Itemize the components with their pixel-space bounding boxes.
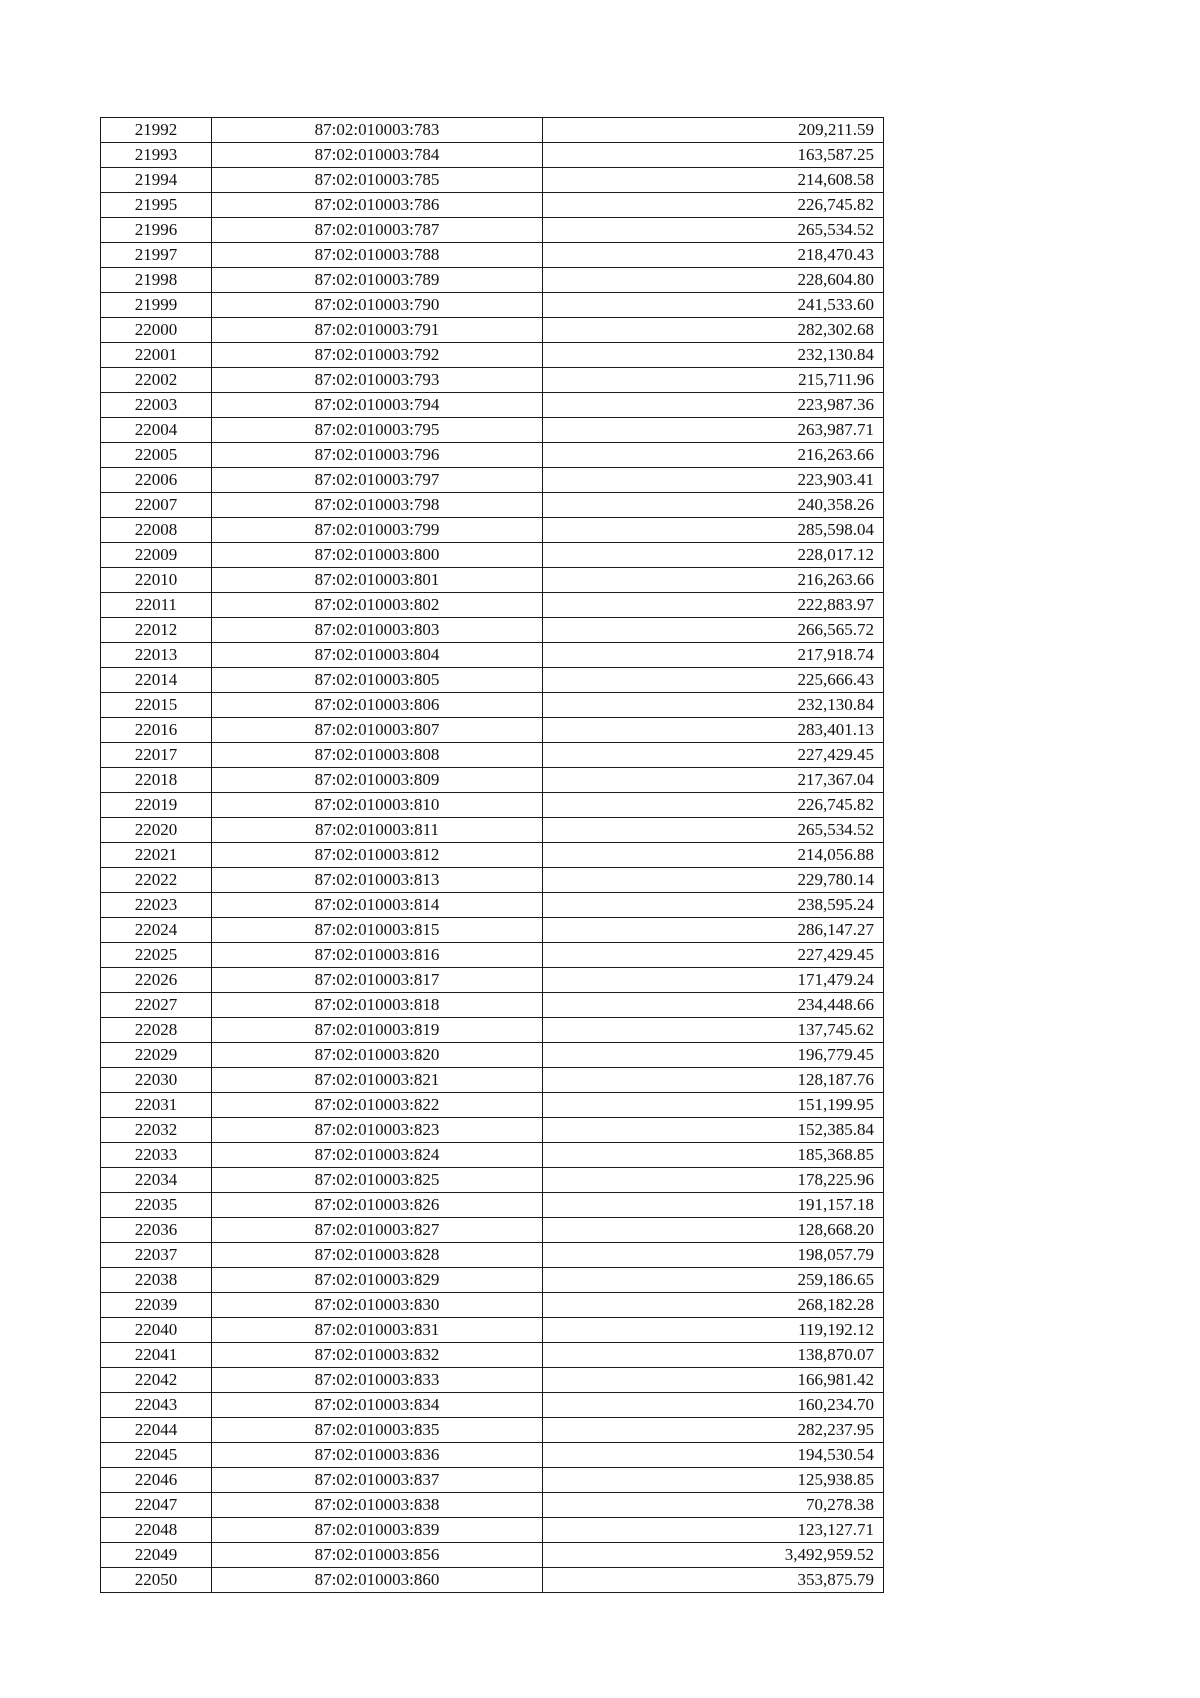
cadastral-value-cell: 232,130.84 (543, 693, 884, 718)
cadastral-number-cell: 87:02:010003:838 (212, 1493, 543, 1518)
table-row (101, 1018, 884, 1043)
cadastral-number-cell: 87:02:010003:796 (212, 443, 543, 468)
cadastral-number-cell: 87:02:010003:791 (212, 318, 543, 343)
cadastral-value-cell: 234,448.66 (543, 993, 884, 1018)
table-row (101, 1343, 884, 1368)
table-row (101, 918, 884, 943)
cadastral-number-cell: 87:02:010003:821 (212, 1068, 543, 1093)
cadastral-value-cell: 128,187.76 (543, 1068, 884, 1093)
table-row (101, 568, 884, 593)
table-row (101, 1468, 884, 1493)
cadastral-number-cell: 87:02:010003:829 (212, 1268, 543, 1293)
row-number-cell: 22011 (101, 593, 212, 618)
cadastral-value-cell: 263,987.71 (543, 418, 884, 443)
cadastral-value-cell: 238,595.24 (543, 893, 884, 918)
table-row (101, 1243, 884, 1268)
table-row (101, 893, 884, 918)
row-number-cell: 22041 (101, 1343, 212, 1368)
table-row (101, 1218, 884, 1243)
row-number-cell: 22023 (101, 893, 212, 918)
cadastral-value-cell: 265,534.52 (543, 818, 884, 843)
table-row (101, 693, 884, 718)
row-number-cell: 22038 (101, 1268, 212, 1293)
cadastral-value-cell: 3,492,959.52 (543, 1543, 884, 1568)
table-row (101, 443, 884, 468)
table-row (101, 1393, 884, 1418)
cadastral-number-cell: 87:02:010003:788 (212, 243, 543, 268)
row-number-cell: 22048 (101, 1518, 212, 1543)
table-row (101, 1043, 884, 1068)
cadastral-number-cell: 87:02:010003:831 (212, 1318, 543, 1343)
table-row (101, 518, 884, 543)
cadastral-number-cell: 87:02:010003:783 (212, 118, 543, 143)
row-number-cell: 22043 (101, 1393, 212, 1418)
cadastral-value-cell: 265,534.52 (543, 218, 884, 243)
table-row (101, 1518, 884, 1543)
row-number-cell: 22029 (101, 1043, 212, 1068)
cadastral-value-cell: 283,401.13 (543, 718, 884, 743)
table-row (101, 993, 884, 1018)
cadastral-value-cell: 214,056.88 (543, 843, 884, 868)
cadastral-number-cell: 87:02:010003:804 (212, 643, 543, 668)
table-row (101, 718, 884, 743)
cadastral-value-cell: 216,263.66 (543, 443, 884, 468)
row-number-cell: 22005 (101, 443, 212, 468)
cadastral-number-cell: 87:02:010003:794 (212, 393, 543, 418)
table-row (101, 618, 884, 643)
cadastral-number-cell: 87:02:010003:832 (212, 1343, 543, 1368)
row-number-cell: 22034 (101, 1168, 212, 1193)
row-number-cell: 22008 (101, 518, 212, 543)
row-number-cell: 21996 (101, 218, 212, 243)
cadastral-value-cell: 216,263.66 (543, 568, 884, 593)
cadastral-number-cell: 87:02:010003:786 (212, 193, 543, 218)
row-number-cell: 21992 (101, 118, 212, 143)
table-row (101, 768, 884, 793)
cadastral-number-cell: 87:02:010003:828 (212, 1243, 543, 1268)
cadastral-number-cell: 87:02:010003:812 (212, 843, 543, 868)
table-row (101, 1568, 884, 1593)
cadastral-value-cell: 225,666.43 (543, 668, 884, 693)
table-row (101, 968, 884, 993)
table-row (101, 818, 884, 843)
row-number-cell: 22031 (101, 1093, 212, 1118)
cadastral-value-cell: 128,668.20 (543, 1218, 884, 1243)
table-row (101, 118, 884, 143)
cadastral-number-cell: 87:02:010003:814 (212, 893, 543, 918)
table-row (101, 1168, 884, 1193)
cadastral-number-cell: 87:02:010003:810 (212, 793, 543, 818)
row-number-cell: 22047 (101, 1493, 212, 1518)
cadastral-value-cell: 196,779.45 (543, 1043, 884, 1068)
row-number-cell: 22046 (101, 1468, 212, 1493)
row-number-cell: 22049 (101, 1543, 212, 1568)
cadastral-number-cell: 87:02:010003:839 (212, 1518, 543, 1543)
row-number-cell: 21993 (101, 143, 212, 168)
table-row (101, 1268, 884, 1293)
cadastral-number-cell: 87:02:010003:797 (212, 468, 543, 493)
table-row (101, 1118, 884, 1143)
cadastral-number-cell: 87:02:010003:811 (212, 818, 543, 843)
row-number-cell: 22019 (101, 793, 212, 818)
cadastral-number-cell: 87:02:010003:799 (212, 518, 543, 543)
table-row (101, 143, 884, 168)
table-row (101, 343, 884, 368)
cadastral-value-cell: 226,745.82 (543, 793, 884, 818)
table-row (101, 793, 884, 818)
row-number-cell: 21998 (101, 268, 212, 293)
cadastral-number-cell: 87:02:010003:802 (212, 593, 543, 618)
row-number-cell: 22013 (101, 643, 212, 668)
row-number-cell: 22006 (101, 468, 212, 493)
table-row (101, 293, 884, 318)
table-row (101, 168, 884, 193)
row-number-cell: 22014 (101, 668, 212, 693)
cadastral-number-cell: 87:02:010003:792 (212, 343, 543, 368)
row-number-cell: 22020 (101, 818, 212, 843)
table-row (101, 868, 884, 893)
cadastral-value-cell: 229,780.14 (543, 868, 884, 893)
row-number-cell: 21997 (101, 243, 212, 268)
cadastral-value-cell: 215,711.96 (543, 368, 884, 393)
row-number-cell: 22044 (101, 1418, 212, 1443)
cadastral-value-cell: 171,479.24 (543, 968, 884, 993)
cadastral-value-cell: 266,565.72 (543, 618, 884, 643)
cadastral-value-cell: 285,598.04 (543, 518, 884, 543)
cadastral-value-cell: 282,237.95 (543, 1418, 884, 1443)
cadastral-number-cell: 87:02:010003:808 (212, 743, 543, 768)
cadastral-number-cell: 87:02:010003:826 (212, 1193, 543, 1218)
cadastral-number-cell: 87:02:010003:833 (212, 1368, 543, 1393)
table-row (101, 843, 884, 868)
row-number-cell: 22026 (101, 968, 212, 993)
table-row (101, 1093, 884, 1118)
table-row (101, 243, 884, 268)
row-number-cell: 22036 (101, 1218, 212, 1243)
table-row (101, 1543, 884, 1568)
cadastral-number-cell: 87:02:010003:860 (212, 1568, 543, 1593)
cadastral-number-cell: 87:02:010003:822 (212, 1093, 543, 1118)
row-number-cell: 22035 (101, 1193, 212, 1218)
row-number-cell: 22015 (101, 693, 212, 718)
cadastral-value-cell: 125,938.85 (543, 1468, 884, 1493)
row-number-cell: 22004 (101, 418, 212, 443)
table-row (101, 643, 884, 668)
cadastral-number-cell: 87:02:010003:820 (212, 1043, 543, 1068)
row-number-cell: 22017 (101, 743, 212, 768)
row-number-cell: 22022 (101, 868, 212, 893)
cadastral-value-cell: 353,875.79 (543, 1568, 884, 1593)
cadastral-value-cell: 152,385.84 (543, 1118, 884, 1143)
row-number-cell: 22037 (101, 1243, 212, 1268)
cadastral-number-cell: 87:02:010003:836 (212, 1443, 543, 1468)
cadastral-number-cell: 87:02:010003:801 (212, 568, 543, 593)
cadastral-number-cell: 87:02:010003:825 (212, 1168, 543, 1193)
row-number-cell: 22000 (101, 318, 212, 343)
cadastral-value-cell: 228,017.12 (543, 543, 884, 568)
table-row (101, 418, 884, 443)
cadastral-value-cell: 160,234.70 (543, 1393, 884, 1418)
cadastral-value-table (100, 117, 884, 1593)
cadastral-value-cell: 241,533.60 (543, 293, 884, 318)
cadastral-value-cell: 185,368.85 (543, 1143, 884, 1168)
table-row (101, 393, 884, 418)
table-row (101, 1318, 884, 1343)
row-number-cell: 22033 (101, 1143, 212, 1168)
cadastral-value-cell: 227,429.45 (543, 743, 884, 768)
table-row (101, 1193, 884, 1218)
cadastral-value-cell: 198,057.79 (543, 1243, 884, 1268)
cadastral-value-cell: 217,367.04 (543, 768, 884, 793)
cadastral-number-cell: 87:02:010003:785 (212, 168, 543, 193)
row-number-cell: 22028 (101, 1018, 212, 1043)
cadastral-value-cell: 166,981.42 (543, 1368, 884, 1393)
cadastral-number-cell: 87:02:010003:795 (212, 418, 543, 443)
cadastral-value-cell: 268,182.28 (543, 1293, 884, 1318)
row-number-cell: 22001 (101, 343, 212, 368)
cadastral-number-cell: 87:02:010003:824 (212, 1143, 543, 1168)
row-number-cell: 22039 (101, 1293, 212, 1318)
table-row (101, 1368, 884, 1393)
row-number-cell: 22042 (101, 1368, 212, 1393)
row-number-cell: 22021 (101, 843, 212, 868)
table-row (101, 368, 884, 393)
row-number-cell: 21994 (101, 168, 212, 193)
cadastral-value-cell: 227,429.45 (543, 943, 884, 968)
cadastral-value-cell: 223,903.41 (543, 468, 884, 493)
row-number-cell: 22018 (101, 768, 212, 793)
row-number-cell: 22040 (101, 1318, 212, 1343)
cadastral-value-cell: 137,745.62 (543, 1018, 884, 1043)
cadastral-number-cell: 87:02:010003:837 (212, 1468, 543, 1493)
cadastral-number-cell: 87:02:010003:856 (212, 1543, 543, 1568)
table-row (101, 943, 884, 968)
row-number-cell: 22003 (101, 393, 212, 418)
table-row (101, 268, 884, 293)
cadastral-number-cell: 87:02:010003:793 (212, 368, 543, 393)
cadastral-number-cell: 87:02:010003:806 (212, 693, 543, 718)
cadastral-value-cell: 259,186.65 (543, 1268, 884, 1293)
cadastral-value-cell: 163,587.25 (543, 143, 884, 168)
row-number-cell: 22016 (101, 718, 212, 743)
cadastral-number-cell: 87:02:010003:827 (212, 1218, 543, 1243)
table-row (101, 468, 884, 493)
cadastral-value-cell: 123,127.71 (543, 1518, 884, 1543)
cadastral-value-cell: 178,225.96 (543, 1168, 884, 1193)
cadastral-value-cell: 191,157.18 (543, 1193, 884, 1218)
table-row (101, 318, 884, 343)
cadastral-number-cell: 87:02:010003:819 (212, 1018, 543, 1043)
table-row (101, 543, 884, 568)
table-row (101, 1443, 884, 1468)
table-body (101, 118, 884, 1593)
cadastral-number-cell: 87:02:010003:809 (212, 768, 543, 793)
cadastral-value-cell: 223,987.36 (543, 393, 884, 418)
cadastral-number-cell: 87:02:010003:818 (212, 993, 543, 1018)
table-row (101, 668, 884, 693)
table-row (101, 1493, 884, 1518)
row-number-cell: 22030 (101, 1068, 212, 1093)
cadastral-number-cell: 87:02:010003:798 (212, 493, 543, 518)
table-row (101, 1068, 884, 1093)
cadastral-value-cell: 214,608.58 (543, 168, 884, 193)
cadastral-value-cell: 222,883.97 (543, 593, 884, 618)
cadastral-number-cell: 87:02:010003:805 (212, 668, 543, 693)
cadastral-number-cell: 87:02:010003:803 (212, 618, 543, 643)
row-number-cell: 22050 (101, 1568, 212, 1593)
cadastral-value-cell: 218,470.43 (543, 243, 884, 268)
cadastral-value-cell: 119,192.12 (543, 1318, 884, 1343)
cadastral-value-cell: 240,358.26 (543, 493, 884, 518)
row-number-cell: 22002 (101, 368, 212, 393)
cadastral-value-cell: 209,211.59 (543, 118, 884, 143)
row-number-cell: 22024 (101, 918, 212, 943)
cadastral-value-cell: 282,302.68 (543, 318, 884, 343)
cadastral-value-cell: 194,530.54 (543, 1443, 884, 1468)
row-number-cell: 22045 (101, 1443, 212, 1468)
table-row (101, 1418, 884, 1443)
cadastral-value-cell: 286,147.27 (543, 918, 884, 943)
cadastral-number-cell: 87:02:010003:807 (212, 718, 543, 743)
cadastral-value-cell: 232,130.84 (543, 343, 884, 368)
cadastral-value-cell: 151,199.95 (543, 1093, 884, 1118)
table-row (101, 1293, 884, 1318)
cadastral-value-cell: 228,604.80 (543, 268, 884, 293)
cadastral-number-cell: 87:02:010003:816 (212, 943, 543, 968)
cadastral-number-cell: 87:02:010003:815 (212, 918, 543, 943)
row-number-cell: 22009 (101, 543, 212, 568)
cadastral-value-cell: 226,745.82 (543, 193, 884, 218)
table-row (101, 593, 884, 618)
table-row (101, 743, 884, 768)
cadastral-value-cell: 70,278.38 (543, 1493, 884, 1518)
row-number-cell: 22007 (101, 493, 212, 518)
row-number-cell: 22010 (101, 568, 212, 593)
row-number-cell: 22032 (101, 1118, 212, 1143)
cadastral-number-cell: 87:02:010003:789 (212, 268, 543, 293)
cadastral-number-cell: 87:02:010003:784 (212, 143, 543, 168)
cadastral-number-cell: 87:02:010003:835 (212, 1418, 543, 1443)
cadastral-number-cell: 87:02:010003:790 (212, 293, 543, 318)
cadastral-value-cell: 138,870.07 (543, 1343, 884, 1368)
cadastral-number-cell: 87:02:010003:817 (212, 968, 543, 993)
table-row (101, 1143, 884, 1168)
cadastral-number-cell: 87:02:010003:823 (212, 1118, 543, 1143)
cadastral-number-cell: 87:02:010003:800 (212, 543, 543, 568)
row-number-cell: 22027 (101, 993, 212, 1018)
cadastral-number-cell: 87:02:010003:813 (212, 868, 543, 893)
row-number-cell: 22012 (101, 618, 212, 643)
table-row (101, 218, 884, 243)
cadastral-number-cell: 87:02:010003:787 (212, 218, 543, 243)
cadastral-value-cell: 217,918.74 (543, 643, 884, 668)
cadastral-number-cell: 87:02:010003:834 (212, 1393, 543, 1418)
row-number-cell: 22025 (101, 943, 212, 968)
row-number-cell: 21999 (101, 293, 212, 318)
table-row (101, 493, 884, 518)
cadastral-number-cell: 87:02:010003:830 (212, 1293, 543, 1318)
row-number-cell: 21995 (101, 193, 212, 218)
table-row (101, 193, 884, 218)
